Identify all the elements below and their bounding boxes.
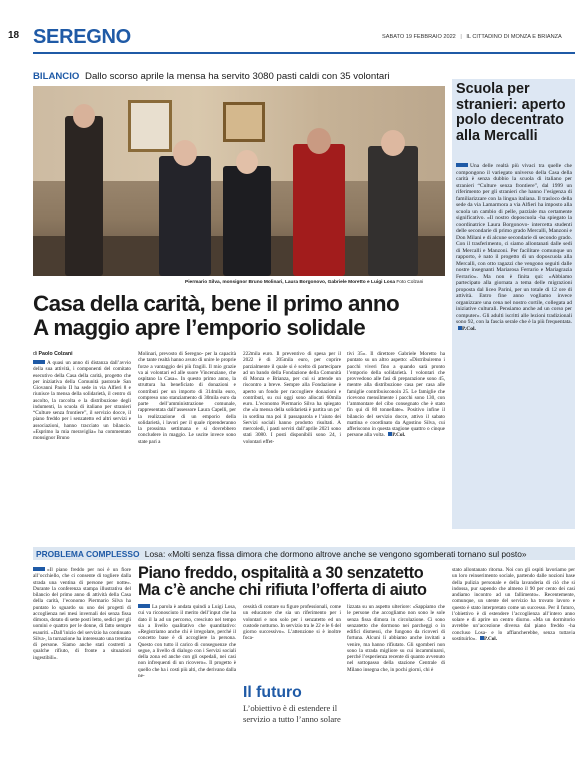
- headline-line-1: Piano freddo, ospitalità a 30 senzatetto: [138, 564, 424, 582]
- group-photo: [33, 86, 445, 276]
- headline-main: [33, 292, 445, 339]
- article-column: lizzata su un aspetto ulteriore: «Sappiamo che le persone che accogliamo non sono le sole senza fissa dimora in circolazione. Ci sono senzatetto che dormono nei parcheggi o in edifici dismessi, che fungono da ricoveri di fortuna. Alcuni li abbiamo anche invitati a venire, ma hanno rifiutato. Gli sgomberi non sono la strada migliore su cui incamminarsi, perché l’esperienza recente di quanto avvenuto nel sottopasso della stazione Centrale di Milano insegna che, in pochi giorni, chi è: [347, 604, 445, 673]
- byline-prefix: di: [33, 351, 38, 357]
- blue-square-bullet-icon: [456, 163, 468, 167]
- photo-credit: Foto Colzani: [396, 280, 424, 285]
- article-column: A quasi un anno di distanza dall’avvio della sua attività, i componenti del comitato esecutivo della Casa della carità, progetto che per iniziativa della Comunità pastorale San Giovanni Paolo II ha sede in via Alfieri 8 e riunisce la mensa della solidarietà, il centro di ascolto, la raccolta e la distribuzione degli indumenti, la scuola di italiano per stranieri “Culture senza frontiere”, il servizio docce, il piano freddo per i senzatetto ed altri servizi e associazioni, hanno tracciato un bilancio. «Esprimo la mia meraviglia» ha commentato monsignor Bruno: [33, 360, 131, 441]
- article-column: tivi 35». Il direttore Gabriele Moretto ha puntato su un altro aspetto: «Distribuiremo i pacchi viveri fino a quando sarà pronto l’emporio della solidarietà. I volontari che provvedono alle fasi di preparazione sono 45, mentre alla distribuzione casa per casa alle famiglie contribuisconoin 25. Le famiglie che ricevono mensilmente i pacchi sono 130, con l’ammontare del cibo consegnato che è stato fin qui di 80 tonnellate». Positivo infine il bilancio del servizio docce, attivo il sabato mattina e coordinato da Agostino Silva, cui afferiscono in questa stagione quattro o cinque persone alla volta. P.Col.: [347, 351, 445, 439]
- person-silhouette: [65, 116, 103, 276]
- blue-square-bullet-icon: [33, 360, 45, 364]
- article-column: 222mila euro. Il preventivo di spesa per il 2022 è di 205mila euro, per coprire parzialmente il quale si è scelto di partecipare ad un bando della Fondazione della Comunità di Monza e Brianza, per cui si attende un riscontro a breve. Sempre alla Fondazione è aperto un fondo per raccogliere donazioni e contributi, su cui oggi sono allocati 60mila euro. L’economo Piermario Silva ha spiegato che «la mensa della solidarietà è partita un po’ in sordina ma poi il passaparola e l’aiuto dei Servizi sociali hanno prodotto risultati. A mercoledì, i pasti serviti dall’aprile 2021 sono stati 3080. I posti disponibili sono 24, i volontari effet-: [243, 351, 341, 445]
- pullquote-title: Il futuro: [243, 684, 302, 701]
- signature: P.Col.: [392, 432, 406, 439]
- headline-line-2: A maggio apre l’emporio solidale: [33, 314, 366, 340]
- signature: P.Col.: [483, 635, 498, 642]
- page-number: 18: [8, 30, 20, 41]
- person-silhouette: [159, 156, 211, 276]
- header-rule: [33, 52, 575, 54]
- article-column: Molinari, prevosto di Seregno- per la capacità che tante realtà hanno avuto di unire le proprie forze a vantaggio dei più fragili. Il mio grazie va ai volontari ed alle suore Vincenziane, che ospitano la Casa». In questo primo anno, la struttura ha beneficiato di donazioni e contributi per un importo di 314mila euro, compreso uno stanziamento di 30mila euro da parte dell’amministrazione comunale, rappresentata dall’assessore Laura Capelli, per la realizzazione di un emporio della solidarietà, i lavori per il quale riprenderanno la prossima settimana e si dovrebbero concludere in maggio. Le uscite invece sono state pari a: [138, 351, 236, 445]
- kicker-tag: BILANCIO: [33, 71, 80, 82]
- headline-line-1: Casa della carità, bene il primo anno: [33, 291, 400, 316]
- person-face: [73, 104, 95, 128]
- pullquote-text: L’obiettivo è di estendere il servizio a tutto l’anno solare: [243, 703, 341, 724]
- blue-square-bullet-icon: [138, 604, 150, 608]
- article-column: cessità di contare su figure professionali, come un educatore che sia un riferimento per i volontari e non solo per i senzatetto ed un custode notturno. In servizio tra le 22 e le 6 del giorno successivo». L’attenzione si è inoltre foca-: [243, 604, 341, 642]
- person-silhouette: [368, 146, 418, 276]
- person-face: [173, 140, 197, 166]
- date: SABATO 19 FEBBRAIO 2022: [382, 34, 456, 40]
- person-face: [307, 128, 331, 154]
- headline-line-2: Ma c’è anche chi rifiuta l’offerta di aiuto: [138, 581, 427, 599]
- kicker-text: Dallo scorso aprile la mensa ha servito 3080 pasti caldi con 35 volontari: [85, 71, 390, 82]
- kicker-text: Losa: «Molti senza fissa dimora che dormono altrove anche se vengono sgomberati tornano sul posto»: [144, 549, 527, 559]
- person-face: [381, 130, 405, 156]
- blue-square-bullet-icon: [33, 567, 45, 571]
- painting: [128, 100, 172, 152]
- newspaper-name: IL CITTADINO DI MONZA E BRIANZA: [466, 34, 562, 40]
- article-column: La parola è andata quindi a Luigi Losa, cui va riconosciuto il merito dell’input che ha dato il la ad un percorso, cresciuto nel tempo sia a livello qualitativo che quantitativo: «Registriamo anche chi è irregolare, perché il concetto base è di accogliere la persona. Questo con tutto il carico di conseguenze che segue, a livello di dialogo con i Servizi sociali della zona ed anche con gli ospedali, nei casi non infrequenti di un ricovero». Il progetto è quello che ha i costi più alti, che derivano dalla ne-: [138, 604, 236, 679]
- person-face: [236, 150, 258, 174]
- section-title: SEREGNO: [33, 26, 131, 48]
- article-column: «Il piano freddo per noi è un fiore all’occhiello, che ci consente di togliere dalla strada una ventina di persone per notte». Durante la conferenza stampa illustrativa del bilancio del primo anno di attività della Casa della carità, l’economo Piermario Silva ha puntato lo sguardo su uno dei progetti di accoglienza nei mesi invernali dei senza fissa dimora, dotato di sette posti letto, sedici per gli uomini e quattro per le donne, di fatto sempre esauriti. «Dall’inizio del servizio ha continuato Silva-, la turnazione ha interessato una trentina di persone. Siamo anche stati costretti a qualche rifiuto, di fronte a situazioni ingestibili».: [33, 567, 131, 661]
- sidebar-body: Una delle realtà più vivaci tra quelle che compongono il variegato universo della Casa della carità è senza dubbio la scuola di italiano per stranieri “Culture senza frontiere”, dal 1999 un riferimento per gli stranieri che hanno l’esigenza di familiarizzare con la lingua italiana. Il trasloco della sede da via Lamarmora a via Alfieri ha imposto alla scuola un cambio di pelle, parziale ma certamente significativo. «Il nostro doposcuola -ha spiegato la coordinatrice Laura Borgonovo- intercetta studenti delle secondarie di primo grado Mercalli, Manzoni e Don Milani e di alcune secondarie di secondo grado. Con il trasferimento, ci siamo allontanati dalle sedi di Mercalli e Manzoni. Per facilitare comunque un rapporto, è nato il progetto di un doposcuola alla Mercalli, con otto ragazzi che vengono seguiti dalle nostre insegnanti Mariarosa Ferrario e Mariagrazia Ferrario». Ma non è finita qui: «Abbiamo partecipato alla giornata a tema delle migrazioni proposta dal liceo Parini, per un totale di 12 ore di attività. Entro fine anno vogliamo invece organizzare una cena nel nostro cortile, collegata ad iniziative culturali. Pensiamo anche ad un corso per computer». Gli adulti iscritti alle lezioni tradizionali sono 92, con la fascia serale che è la più frequentata. P.Col.: [456, 163, 572, 332]
- caption-text: Piermario Silva, monsignor Bruno Molinari, Laura Borgonovo, Gabriele Moretto e Luigi Losa: [185, 280, 396, 285]
- person-silhouette: [293, 144, 345, 276]
- photo-caption: [185, 280, 423, 285]
- kicker-problema: [36, 549, 527, 559]
- kicker-bilancio: [33, 71, 390, 82]
- byline-author: Paolo Colzani: [38, 351, 73, 357]
- person-silhouette: [223, 166, 271, 276]
- dateline: SABATO 19 FEBBRAIO 2022 | IL CITTADINO DI MONZA E BRIANZA: [382, 34, 562, 40]
- sidebar-title: Scuola per stranieri: aperto polo decentrato alla Mercalli: [456, 81, 566, 144]
- signature: P.Col.: [462, 325, 476, 332]
- byline: [33, 351, 73, 357]
- article-column: stato allontanato ritorna. Noi con gli ospiti lavoriamo per un loro reinserimento sociale, partendo dalle nozioni base della pulizia personale e della lavanderia di ciò che si indossa, pur sapendo che almeno il 90 per cento dei casi andiamo incontro ad un fallimento». Recentemente, comunque, un utente del servizio ha trovato lavoro e questo è stato interpretato come un successo. Per il futuro, l’obiettivo è di estendere l’accoglienza all’intero anno solare e di aprire un centro diurno. «Ma un dormitorio avrebbe un’accezione diversa dal piano freddo -ha concluso Losa- e lo affiancherebbe, senza tuttavia sostituirlo». P.Col.: [452, 567, 575, 642]
- painting: [223, 102, 265, 142]
- kicker-tag: PROBLEMA COMPLESSO: [36, 549, 140, 559]
